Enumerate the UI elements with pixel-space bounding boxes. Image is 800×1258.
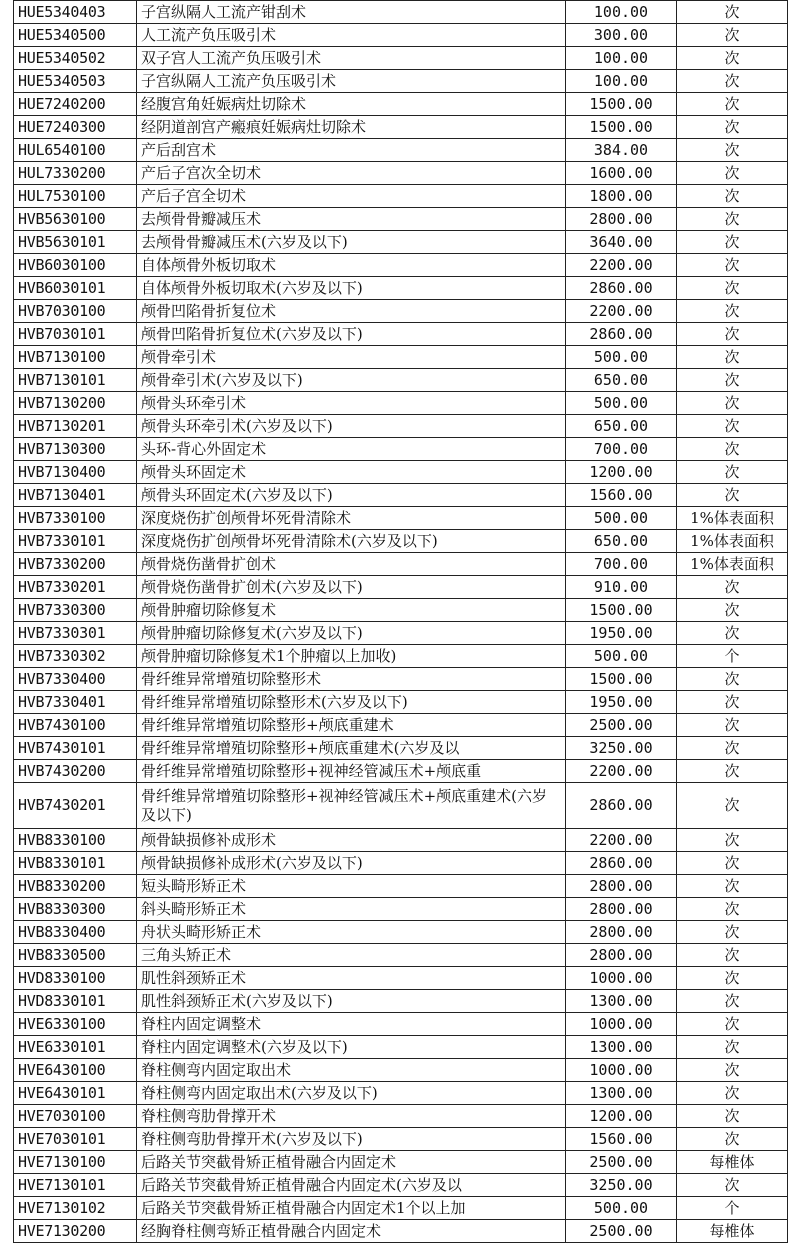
item-code-cell: HUE7240200 — [14, 93, 137, 116]
table-row — [14, 898, 788, 921]
item-code-cell: HVE7030101 — [14, 1128, 137, 1151]
table-row — [14, 530, 788, 553]
item-unit-cell: 次 — [677, 967, 788, 990]
item-name-cell: 脊柱侧弯内固定取出术 — [137, 1059, 566, 1082]
item-name-cell: 深度烧伤扩创颅骨坏死骨清除术(六岁及以下) — [137, 530, 566, 553]
item-name-cell: 肌性斜颈矫正术(六岁及以下) — [137, 990, 566, 1013]
item-name-cell: 自体颅骨外板切取术 — [137, 254, 566, 277]
table-row — [14, 461, 788, 484]
item-name-cell: 子宫纵隔人工流产钳刮术 — [137, 1, 566, 24]
item-name-cell: 经阴道剖宫产瘢痕妊娠病灶切除术 — [137, 116, 566, 139]
item-name-cell: 产后子宫全切术 — [137, 185, 566, 208]
item-unit-cell: 次 — [677, 139, 788, 162]
item-price-cell: 100.00 — [566, 47, 677, 70]
item-price-cell: 700.00 — [566, 553, 677, 576]
item-unit-cell: 次 — [677, 1013, 788, 1036]
item-code-cell: HVE7030100 — [14, 1105, 137, 1128]
table-row — [14, 369, 788, 392]
item-unit-cell: 次 — [677, 346, 788, 369]
item-name-cell: 经胸脊柱侧弯矫正植骨融合内固定术 — [137, 1220, 566, 1243]
item-code-cell: HVB5630101 — [14, 231, 137, 254]
table-row — [14, 645, 788, 668]
item-unit-cell: 次 — [677, 24, 788, 47]
item-code-cell: HVB7430201 — [14, 783, 137, 829]
item-code-cell: HVB8330101 — [14, 852, 137, 875]
item-unit-cell: 1%体表面积 — [677, 553, 788, 576]
table-row — [14, 1174, 788, 1197]
item-unit-cell: 次 — [677, 852, 788, 875]
item-name-cell: 骨纤维异常增殖切除整形术(六岁及以下) — [137, 691, 566, 714]
item-name-cell: 去颅骨骨瓣减压术 — [137, 208, 566, 231]
item-price-cell: 2800.00 — [566, 875, 677, 898]
item-price-cell: 2800.00 — [566, 921, 677, 944]
item-price-cell: 500.00 — [566, 346, 677, 369]
item-price-cell: 2800.00 — [566, 898, 677, 921]
item-price-cell: 500.00 — [566, 1197, 677, 1220]
item-price-cell: 2500.00 — [566, 1151, 677, 1174]
item-code-cell: HVB7330400 — [14, 668, 137, 691]
table-row — [14, 415, 788, 438]
item-unit-cell: 次 — [677, 599, 788, 622]
item-name-cell: 三角头矫正术 — [137, 944, 566, 967]
item-unit-cell: 次 — [677, 1128, 788, 1151]
table-row — [14, 300, 788, 323]
item-name-cell: 经腹宫角妊娠病灶切除术 — [137, 93, 566, 116]
item-code-cell: HVD8330101 — [14, 990, 137, 1013]
item-price-cell: 650.00 — [566, 369, 677, 392]
item-price-cell: 1800.00 — [566, 185, 677, 208]
table-row — [14, 576, 788, 599]
item-price-cell: 1500.00 — [566, 116, 677, 139]
item-unit-cell: 次 — [677, 622, 788, 645]
item-code-cell: HVE7130100 — [14, 1151, 137, 1174]
item-price-cell: 910.00 — [566, 576, 677, 599]
item-name-cell: 肌性斜颈矫正术 — [137, 967, 566, 990]
item-name-cell: 后路关节突截骨矫正植骨融合内固定术 — [137, 1151, 566, 1174]
item-unit-cell: 次 — [677, 1036, 788, 1059]
item-code-cell: HVB7330401 — [14, 691, 137, 714]
item-name-cell: 脊柱侧弯内固定取出术(六岁及以下) — [137, 1082, 566, 1105]
item-unit-cell: 1%体表面积 — [677, 507, 788, 530]
item-unit-cell: 次 — [677, 300, 788, 323]
item-name-cell: 头环-背心外固定术 — [137, 438, 566, 461]
item-name-cell: 颅骨凹陷骨折复位术 — [137, 300, 566, 323]
item-price-cell: 3250.00 — [566, 1174, 677, 1197]
item-unit-cell: 次 — [677, 714, 788, 737]
table-row — [14, 668, 788, 691]
item-code-cell: HUE5340500 — [14, 24, 137, 47]
item-unit-cell: 次 — [677, 921, 788, 944]
table-row — [14, 1128, 788, 1151]
item-price-cell: 2860.00 — [566, 323, 677, 346]
item-code-cell: HVB8330500 — [14, 944, 137, 967]
item-unit-cell: 次 — [677, 737, 788, 760]
table-row — [14, 231, 788, 254]
table-row — [14, 990, 788, 1013]
table-row — [14, 967, 788, 990]
item-code-cell: HVB7130400 — [14, 461, 137, 484]
table-row — [14, 944, 788, 967]
item-unit-cell: 次 — [677, 208, 788, 231]
item-name-cell: 颅骨烧伤凿骨扩创术 — [137, 553, 566, 576]
item-unit-cell: 每椎体 — [677, 1220, 788, 1243]
item-name-cell: 深度烧伤扩创颅骨坏死骨清除术 — [137, 507, 566, 530]
item-name-cell: 颅骨缺损修补成形术(六岁及以下) — [137, 852, 566, 875]
item-name-cell: 后路关节突截骨矫正植骨融合内固定术(六岁及以 — [137, 1174, 566, 1197]
item-unit-cell: 次 — [677, 47, 788, 70]
item-name-cell: 产后子宫次全切术 — [137, 162, 566, 185]
item-name-cell: 颅骨缺损修补成形术 — [137, 829, 566, 852]
item-name-cell: 自体颅骨外板切取术(六岁及以下) — [137, 277, 566, 300]
item-code-cell: HVE7130200 — [14, 1220, 137, 1243]
item-name-cell: 脊柱内固定调整术 — [137, 1013, 566, 1036]
item-code-cell: HUL7530100 — [14, 185, 137, 208]
item-name-cell: 颅骨头环牵引术(六岁及以下) — [137, 415, 566, 438]
item-unit-cell: 个 — [677, 1197, 788, 1220]
item-price-cell: 650.00 — [566, 415, 677, 438]
item-price-cell: 700.00 — [566, 438, 677, 461]
item-price-cell: 1000.00 — [566, 967, 677, 990]
table-row — [14, 875, 788, 898]
item-code-cell: HVE6430101 — [14, 1082, 137, 1105]
item-code-cell: HVB8330200 — [14, 875, 137, 898]
table-row — [14, 93, 788, 116]
item-unit-cell: 次 — [677, 898, 788, 921]
item-code-cell: HVE6330101 — [14, 1036, 137, 1059]
item-unit-cell: 次 — [677, 185, 788, 208]
table-row — [14, 323, 788, 346]
item-unit-cell: 次 — [677, 691, 788, 714]
item-name-cell: 颅骨肿瘤切除修复术 — [137, 599, 566, 622]
item-price-cell: 100.00 — [566, 1, 677, 24]
item-price-cell: 2200.00 — [566, 760, 677, 783]
table-row — [14, 116, 788, 139]
table-row — [14, 921, 788, 944]
item-price-cell: 500.00 — [566, 645, 677, 668]
table-row — [14, 829, 788, 852]
item-price-cell: 1500.00 — [566, 93, 677, 116]
item-name-cell: 骨纤维异常增殖切除整形术 — [137, 668, 566, 691]
item-price-cell: 1600.00 — [566, 162, 677, 185]
table-row — [14, 254, 788, 277]
item-price-cell: 1950.00 — [566, 622, 677, 645]
item-name-cell: 颅骨头环固定术 — [137, 461, 566, 484]
item-price-cell: 1300.00 — [566, 1082, 677, 1105]
table-row — [14, 346, 788, 369]
item-unit-cell: 次 — [677, 1059, 788, 1082]
item-code-cell: HVE6330100 — [14, 1013, 137, 1036]
item-unit-cell: 1%体表面积 — [677, 530, 788, 553]
item-name-cell: 短头畸形矫正术 — [137, 875, 566, 898]
item-name-cell: 颅骨牵引术 — [137, 346, 566, 369]
item-price-cell: 384.00 — [566, 139, 677, 162]
item-code-cell: HVB6030100 — [14, 254, 137, 277]
item-code-cell: HVB7130101 — [14, 369, 137, 392]
table-row — [14, 70, 788, 93]
item-unit-cell: 次 — [677, 1, 788, 24]
table-row — [14, 1105, 788, 1128]
item-code-cell: HVE6430100 — [14, 1059, 137, 1082]
item-name-cell: 颅骨头环牵引术 — [137, 392, 566, 415]
item-price-cell: 1950.00 — [566, 691, 677, 714]
item-code-cell: HVB7330301 — [14, 622, 137, 645]
table-row — [14, 277, 788, 300]
item-code-cell: HVB8330100 — [14, 829, 137, 852]
item-name-cell: 脊柱侧弯肋骨撑开术 — [137, 1105, 566, 1128]
table-body — [14, 1, 788, 1243]
item-name-cell: 斜头畸形矫正术 — [137, 898, 566, 921]
item-code-cell: HUE5340403 — [14, 1, 137, 24]
item-unit-cell: 每椎体 — [677, 1151, 788, 1174]
item-name-cell: 颅骨头环固定术(六岁及以下) — [137, 484, 566, 507]
table-row — [14, 139, 788, 162]
item-code-cell: HUE5340502 — [14, 47, 137, 70]
item-price-cell: 300.00 — [566, 24, 677, 47]
item-code-cell: HUL7330200 — [14, 162, 137, 185]
item-name-cell: 颅骨肿瘤切除修复术1个肿瘤以上加收) — [137, 645, 566, 668]
table-row — [14, 1220, 788, 1243]
item-name-cell: 颅骨凹陷骨折复位术(六岁及以下) — [137, 323, 566, 346]
item-price-cell: 2200.00 — [566, 300, 677, 323]
item-unit-cell: 次 — [677, 668, 788, 691]
table-row — [14, 1197, 788, 1220]
table-row — [14, 1036, 788, 1059]
item-price-cell: 1500.00 — [566, 668, 677, 691]
table-row — [14, 1082, 788, 1105]
item-code-cell: HVB7130200 — [14, 392, 137, 415]
item-unit-cell: 次 — [677, 415, 788, 438]
item-price-cell: 1560.00 — [566, 1128, 677, 1151]
item-price-cell: 2500.00 — [566, 1220, 677, 1243]
item-unit-cell: 次 — [677, 231, 788, 254]
item-name-cell: 脊柱内固定调整术(六岁及以下) — [137, 1036, 566, 1059]
fee-schedule-table — [13, 0, 788, 1243]
item-unit-cell: 次 — [677, 70, 788, 93]
item-code-cell: HVB8330300 — [14, 898, 137, 921]
item-price-cell: 1300.00 — [566, 1036, 677, 1059]
item-unit-cell: 次 — [677, 323, 788, 346]
item-price-cell: 650.00 — [566, 530, 677, 553]
item-price-cell: 1000.00 — [566, 1059, 677, 1082]
table-row — [14, 1013, 788, 1036]
item-name-cell: 后路关节突截骨矫正植骨融合内固定术1个以上加 — [137, 1197, 566, 1220]
item-code-cell: HVB7330200 — [14, 553, 137, 576]
item-unit-cell: 次 — [677, 875, 788, 898]
item-code-cell: HVB7430101 — [14, 737, 137, 760]
item-code-cell: HUE7240300 — [14, 116, 137, 139]
item-name-cell: 舟状头畸形矫正术 — [137, 921, 566, 944]
item-price-cell: 1300.00 — [566, 990, 677, 1013]
item-code-cell: HVB7130100 — [14, 346, 137, 369]
item-unit-cell: 次 — [677, 760, 788, 783]
item-unit-cell: 次 — [677, 990, 788, 1013]
item-price-cell: 2860.00 — [566, 277, 677, 300]
item-price-cell: 1000.00 — [566, 1013, 677, 1036]
table-row — [14, 852, 788, 875]
item-code-cell: HVB7330100 — [14, 507, 137, 530]
item-unit-cell: 次 — [677, 116, 788, 139]
item-price-cell: 500.00 — [566, 507, 677, 530]
item-code-cell: HVE7130101 — [14, 1174, 137, 1197]
item-code-cell: HVB7130300 — [14, 438, 137, 461]
item-price-cell: 3640.00 — [566, 231, 677, 254]
item-unit-cell: 次 — [677, 1174, 788, 1197]
table-row — [14, 760, 788, 783]
item-name-cell: 人工流产负压吸引术 — [137, 24, 566, 47]
item-code-cell: HVB5630100 — [14, 208, 137, 231]
item-price-cell: 2200.00 — [566, 254, 677, 277]
item-name-cell: 双子宫人工流产负压吸引术 — [137, 47, 566, 70]
item-unit-cell: 次 — [677, 1105, 788, 1128]
table-row — [14, 622, 788, 645]
item-price-cell: 3250.00 — [566, 737, 677, 760]
table-row — [14, 47, 788, 70]
item-unit-cell: 个 — [677, 645, 788, 668]
item-code-cell: HVB7030100 — [14, 300, 137, 323]
table-row — [14, 438, 788, 461]
table-row — [14, 691, 788, 714]
item-name-cell: 骨纤维异常增殖切除整形+颅底重建术(六岁及以 — [137, 737, 566, 760]
item-name-cell: 产后刮宫术 — [137, 139, 566, 162]
item-price-cell: 1200.00 — [566, 1105, 677, 1128]
table-row — [14, 208, 788, 231]
table-row — [14, 392, 788, 415]
item-code-cell: HVB7330302 — [14, 645, 137, 668]
table-row — [14, 185, 788, 208]
table-row — [14, 507, 788, 530]
table-row — [14, 599, 788, 622]
item-code-cell: HVD8330100 — [14, 967, 137, 990]
item-code-cell: HVB6030101 — [14, 277, 137, 300]
item-price-cell: 1560.00 — [566, 484, 677, 507]
table-row — [14, 484, 788, 507]
item-unit-cell: 次 — [677, 162, 788, 185]
item-name-cell: 颅骨肿瘤切除修复术(六岁及以下) — [137, 622, 566, 645]
item-code-cell: HVB7430200 — [14, 760, 137, 783]
item-name-cell: 骨纤维异常增殖切除整形+颅底重建术 — [137, 714, 566, 737]
item-unit-cell: 次 — [677, 576, 788, 599]
item-code-cell: HVB7330101 — [14, 530, 137, 553]
item-name-cell: 脊柱侧弯肋骨撑开术(六岁及以下) — [137, 1128, 566, 1151]
item-code-cell: HVB7330300 — [14, 599, 137, 622]
item-name-cell: 颅骨烧伤凿骨扩创术(六岁及以下) — [137, 576, 566, 599]
item-code-cell: HVB7330201 — [14, 576, 137, 599]
item-price-cell: 2800.00 — [566, 208, 677, 231]
item-price-cell: 2860.00 — [566, 783, 677, 829]
item-code-cell: HVB7130201 — [14, 415, 137, 438]
item-unit-cell: 次 — [677, 783, 788, 829]
item-unit-cell: 次 — [677, 254, 788, 277]
item-code-cell: HUL6540100 — [14, 139, 137, 162]
item-code-cell: HVB7030101 — [14, 323, 137, 346]
item-code-cell: HVB7430100 — [14, 714, 137, 737]
table-row — [14, 24, 788, 47]
item-unit-cell: 次 — [677, 484, 788, 507]
item-price-cell: 2500.00 — [566, 714, 677, 737]
item-name-cell: 颅骨牵引术(六岁及以下) — [137, 369, 566, 392]
item-unit-cell: 次 — [677, 1082, 788, 1105]
item-code-cell: HVE7130102 — [14, 1197, 137, 1220]
item-price-cell: 1500.00 — [566, 599, 677, 622]
item-price-cell: 100.00 — [566, 70, 677, 93]
item-name-cell: 骨纤维异常增殖切除整形+视神经管减压术+颅底重建术(六岁及以下) — [137, 783, 566, 829]
item-unit-cell: 次 — [677, 277, 788, 300]
item-unit-cell: 次 — [677, 392, 788, 415]
item-name-cell: 去颅骨骨瓣减压术(六岁及以下) — [137, 231, 566, 254]
item-name-cell: 子宫纵隔人工流产负压吸引术 — [137, 70, 566, 93]
item-price-cell: 2860.00 — [566, 852, 677, 875]
item-code-cell: HVB8330400 — [14, 921, 137, 944]
item-price-cell: 1200.00 — [566, 461, 677, 484]
table-row — [14, 162, 788, 185]
item-unit-cell: 次 — [677, 944, 788, 967]
item-unit-cell: 次 — [677, 461, 788, 484]
table-row — [14, 783, 788, 829]
table-row — [14, 1151, 788, 1174]
table-row — [14, 737, 788, 760]
table-row — [14, 1059, 788, 1082]
item-price-cell: 500.00 — [566, 392, 677, 415]
item-price-cell: 2800.00 — [566, 944, 677, 967]
item-code-cell: HUE5340503 — [14, 70, 137, 93]
table-row — [14, 1, 788, 24]
item-unit-cell: 次 — [677, 438, 788, 461]
table-row — [14, 714, 788, 737]
table-row — [14, 553, 788, 576]
item-unit-cell: 次 — [677, 93, 788, 116]
item-price-cell: 2200.00 — [566, 829, 677, 852]
item-unit-cell: 次 — [677, 829, 788, 852]
item-code-cell: HVB7130401 — [14, 484, 137, 507]
item-unit-cell: 次 — [677, 369, 788, 392]
item-name-cell: 骨纤维异常增殖切除整形+视神经管减压术+颅底重 — [137, 760, 566, 783]
